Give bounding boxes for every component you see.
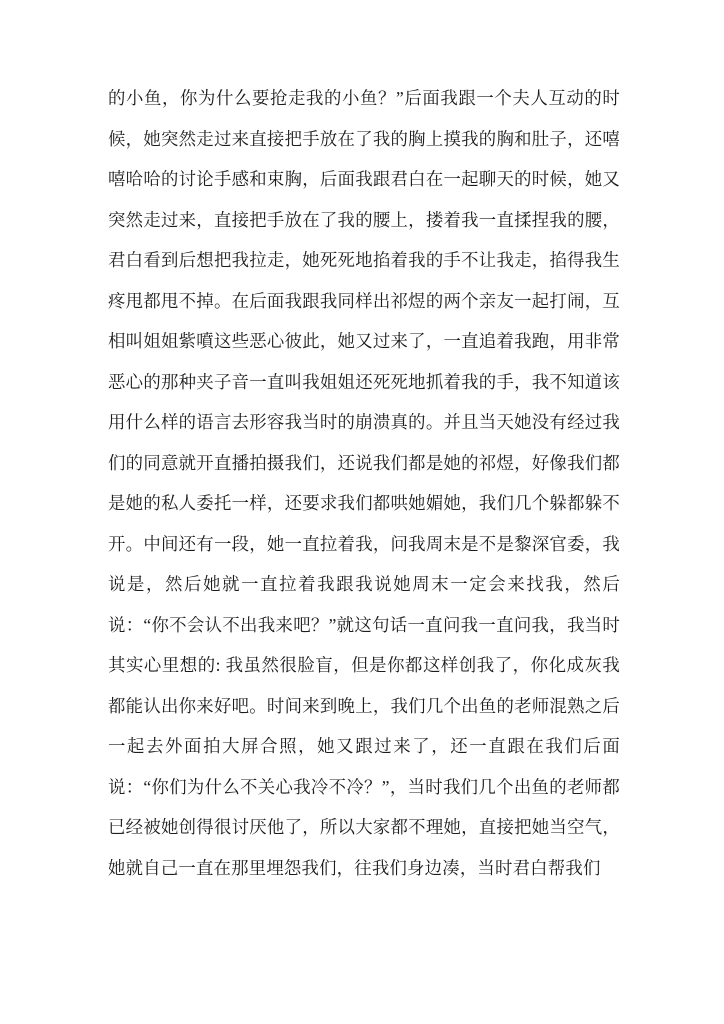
text-column [108, 78, 620, 888]
body-paragraph: 的小鱼，你为什么要抢走我的小鱼？”后面我跟一个夫人互动的时候，她突然走过来直接把手放在了我的胸上摸我的胸和肚子，还嘻嘻哈哈的讨论手感和束胸，后面我跟君白在一起聊天的时候，她又突然走过来，直接把手放在了我的腰上，搂着我一直揉捏我的腰，君白看到后想把我拉走，她死死地掐着我的手不让我走，掐得我生疼甩都甩不掉。在后面我跟我同样出祁煜的两个亲友一起打闹，互相叫姐姐紫噴这些恶心彼此，她又过来了，一直追着我跑，用非常恶心的那种夹子音一直叫我姐姐还死死地抓着我的手，我不知道该用什么样的语言去形容我当时的崩溃真的。并且当天她没有经过我们的同意就开直播拍摄我们，还说我们都是她的祁煜，好像我们都是她的私人委托一样，还要求我们都哄她媚她，我们几个躲都躲不开。中间还有一段，她一直拉着我，问我周末是不是黎深官委，我说是，然后她就一直拉着我跟我说她周末一定会来找我，然后说：“你不会认不出我来吧？”就这句话一直问我一直问我，我当时其实心里想的: 我虽然很脸盲，但是你都这样创我了，你化成灰我都能认出你来好吧。时间来到晚上，我们几个出鱼的老师混熟之后一起去外面拍大屏合照，她又跟过来了，还一直跟在我们后面说：“你们为什么不关心我冷不冷？”，当时我们几个出鱼的老师都已经被她创得很讨厌他了，所以大家都不理她，直接把她当空气，她就自己一直在那里埋怨我们，往我们身边凑，当时君白帮我们 [108, 88, 620, 878]
